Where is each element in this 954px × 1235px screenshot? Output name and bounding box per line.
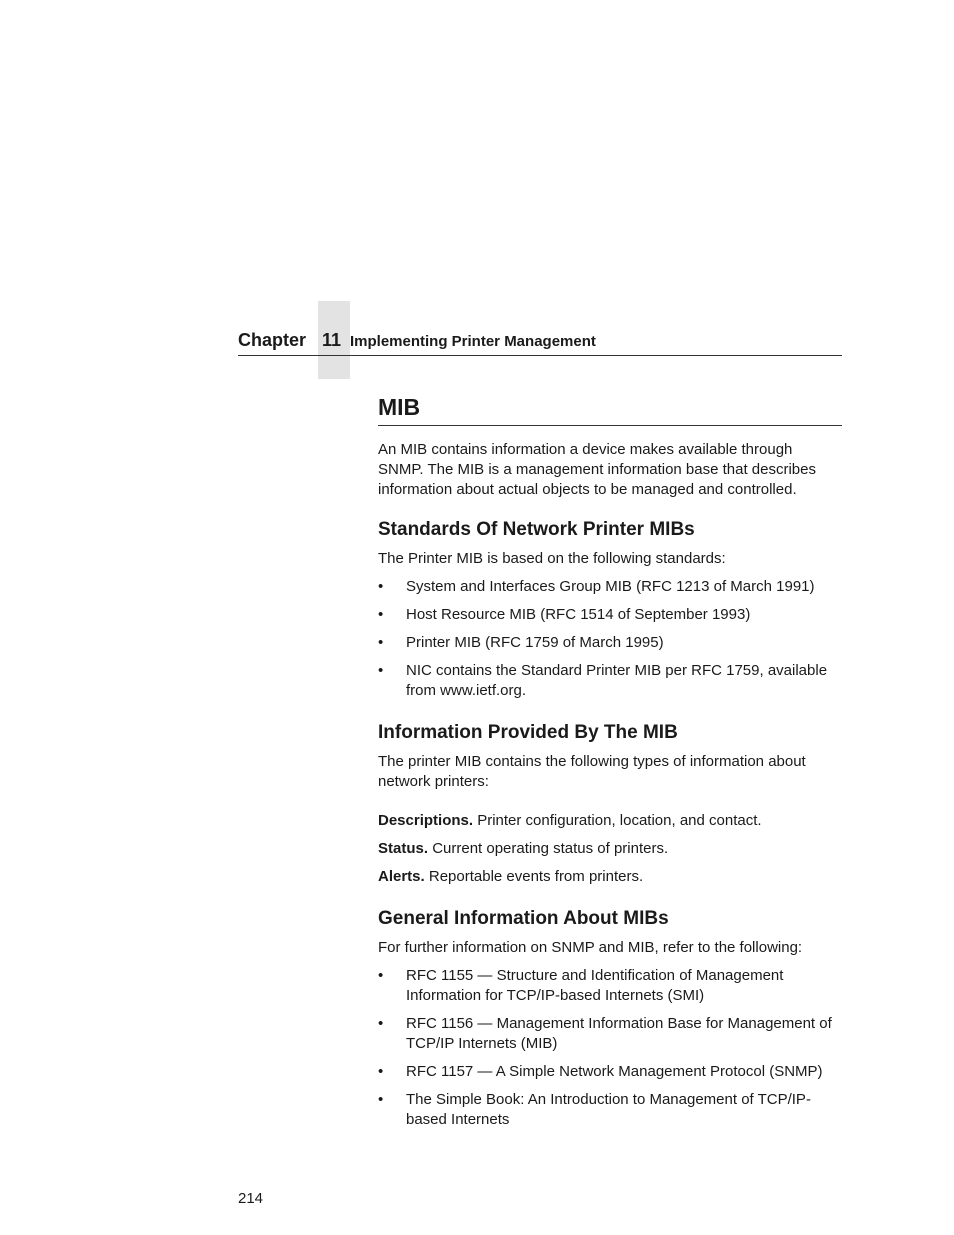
- standards-lead: The Printer MIB is based on the following standards:: [378, 550, 726, 567]
- list-item: [378, 1062, 842, 1082]
- term-description: Reportable events from printers.: [428, 868, 644, 885]
- list-item-text: NIC contains the Standard Printer MIB per RFC 1759, available from www.ietf.org.: [406, 662, 828, 699]
- term-row: [378, 867, 842, 887]
- term-row: [378, 839, 842, 859]
- term-row: [378, 811, 842, 831]
- bullet-icon: •: [378, 662, 384, 679]
- references-list: [378, 966, 842, 1130]
- chapter-title: Implementing Printer Management: [350, 333, 596, 350]
- list-item: [378, 1090, 842, 1130]
- term-label: Status.: [378, 840, 429, 857]
- main-content: [378, 393, 842, 1130]
- standards-list: [378, 577, 842, 701]
- info-heading: Information Provided By The MIB: [378, 722, 678, 743]
- list-item: [378, 966, 842, 1006]
- list-item: [378, 661, 842, 701]
- list-item: [378, 577, 842, 597]
- chapter-number: 11: [322, 330, 342, 350]
- bullet-icon: •: [378, 634, 384, 651]
- bullet-icon: •: [378, 1091, 384, 1108]
- chapter-label: Chapter: [238, 330, 307, 350]
- bullet-icon: •: [378, 967, 384, 984]
- list-item-text: Host Resource MIB (RFC 1514 of September 1993): [406, 606, 751, 623]
- general-lead: For further information on SNMP and MIB, refer to the following:: [378, 939, 803, 956]
- standards-heading: Standards Of Network Printer MIBs: [378, 519, 695, 540]
- section-intro: An MIB contains information a device makes available through SNMP. The MIB is a management information base that describes information about actual objects to be managed and controlled.: [378, 441, 816, 498]
- info-lead: The printer MIB contains the following types of information about network printers:: [378, 753, 806, 790]
- bullet-icon: •: [378, 606, 384, 623]
- term-label: Descriptions.: [378, 812, 474, 829]
- term-description: Printer configuration, location, and contact.: [477, 812, 762, 829]
- header-divider: [238, 355, 842, 356]
- list-item-text: Printer MIB (RFC 1759 of March 1995): [406, 634, 664, 651]
- list-item-text: RFC 1157 — A Simple Network Management Protocol (SNMP): [406, 1063, 823, 1080]
- bullet-icon: •: [378, 1015, 384, 1032]
- bullet-icon: •: [378, 1063, 384, 1080]
- general-heading: General Information About MIBs: [378, 908, 669, 929]
- page-number: 214: [238, 1190, 264, 1207]
- term-label: Alerts.: [378, 868, 425, 885]
- list-item: [378, 1014, 842, 1054]
- list-item: [378, 633, 842, 653]
- section-title: MIB: [378, 393, 842, 426]
- term-description: Current operating status of printers.: [432, 840, 669, 857]
- chapter-header: [238, 301, 842, 379]
- list-item-text: RFC 1155 — Structure and Identification of Management Information for TCP/IP-based Internets (SMI): [406, 967, 784, 1004]
- list-item-text: The Simple Book: An Introduction to Management of TCP/IP-based Internets: [406, 1091, 811, 1128]
- list-item: [378, 605, 842, 625]
- list-item-text: RFC 1156 — Management Information Base for Management of TCP/IP Internets (MIB): [406, 1015, 832, 1052]
- list-item-text: System and Interfaces Group MIB (RFC 1213 of March 1991): [406, 578, 815, 595]
- bullet-icon: •: [378, 578, 384, 595]
